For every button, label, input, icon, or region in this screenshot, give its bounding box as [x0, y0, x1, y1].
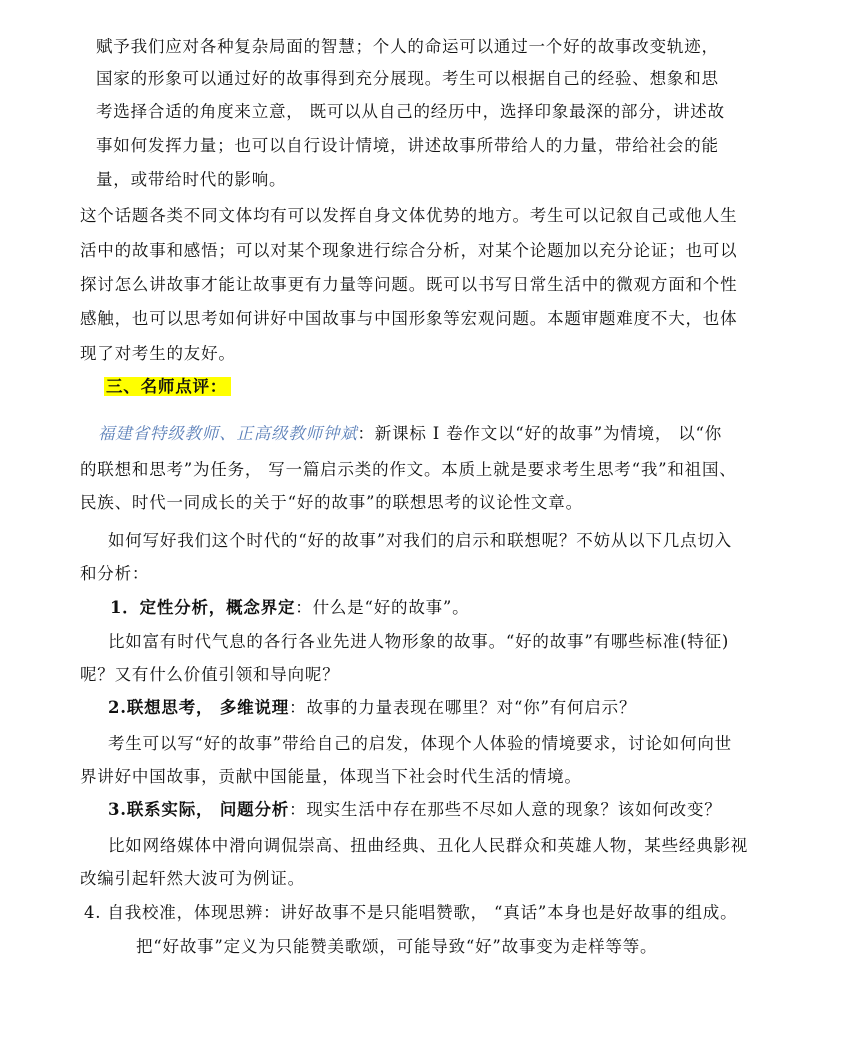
text-line: 4. 自我校准，体现思辨：讲好故事不是只能唱赞歌， “真话”本身也是好故事的组成。 [84, 903, 738, 922]
section-heading [104, 376, 231, 398]
text-line: 比如富有时代气息的各行各业先进人物形象的故事。“好的故事”有哪些标准(特征) [108, 632, 730, 651]
text-line: 界讲好中国故事，贡献中国能量，体现当下社会时代生活的情境。 [80, 767, 582, 786]
text-line: 事如何发挥力量；也可以自行设计情境，讲述故事所带给人的力量，带给社会的能 [96, 136, 719, 155]
point-title: 2.联想思考， 多维说理 [108, 698, 290, 717]
text-line: 的联想和思考”为任务， 写一篇启示类的作文。本质上就是要求考生思考“我”和祖国、 [80, 460, 737, 479]
text-line: 民族、时代一同成长的关于“好的故事”的联想思考的议论性文章。 [80, 493, 583, 512]
text-line: 把“好故事”定义为只能赞美歌颂，可能导致“好”故事变为走样等等。 [136, 937, 658, 956]
point-heading [108, 799, 722, 821]
text-line [98, 423, 722, 445]
text-line: 改编引起轩然大波可为例证。 [80, 869, 305, 888]
highlighted-heading: 三、名师点评： [104, 377, 231, 396]
point-title: 1．定性分析，概念界定 [110, 598, 296, 617]
point-text: ：故事的力量表现在哪里？对“你”有何启示？ [289, 698, 637, 717]
text-line: 如何写好我们这个时代的“好的故事”对我们的启示和联想呢？不妨从以下几点切入 [108, 531, 732, 550]
point-text: ：什么是“好的故事”。 [295, 598, 470, 617]
point-heading [110, 597, 469, 619]
text-span: ：新课标 I 卷作文以“好的故事”为情境， 以“你 [357, 424, 723, 443]
text-line: 感触，也可以思考如何讲好中国故事与中国形象等宏观问题。本题审题难度不大，也体 [80, 309, 738, 328]
text-line: 探讨怎么讲故事才能让故事更有力量等问题。既可以书写日常生活中的微观方面和个性 [80, 275, 738, 294]
text-line: 国家的形象可以通过好的故事得到充分展现。考生可以根据自己的经验、想象和思 [96, 69, 719, 88]
text-line: 量，或带给时代的影响。 [96, 170, 287, 189]
text-line: 考选择合适的角度来立意， 既可以从自己的经历中，选择印象最深的部分，讲述故 [96, 102, 725, 121]
text-line: 和分析： [80, 564, 150, 583]
text-line: 考生可以写“好的故事”带给自己的启发，体现个人体验的情境要求，讨论如何向世 [108, 734, 732, 753]
reviewer-name: 福建省特级教师、正高级教师钟斌 [98, 424, 358, 443]
text-line: 呢？又有什么价值引领和导向呢？ [80, 665, 340, 684]
text-line: 这个话题各类不同文体均有可以发挥自身文体优势的地方。考生可以记叙自己或他人生 [80, 206, 738, 225]
point-heading [108, 697, 636, 719]
text-line: 现了对考生的友好。 [80, 344, 236, 363]
text-line: 活中的故事和感悟；可以对某个现象进行综合分析，对某个论题加以充分论证；也可以 [80, 241, 738, 260]
text-line: 赋予我们应对各种复杂局面的智慧；个人的命运可以通过一个好的故事改变轨迹， [96, 37, 719, 56]
point-text: ：现实生活中存在那些不尽如人意的现象？该如何改变？ [289, 800, 722, 819]
text-line: 比如网络媒体中滑向调侃崇高、扭曲经典、丑化人民群众和英雄人物，某些经典影视 [108, 836, 749, 855]
point-title: 3.联系实际， 问题分析 [108, 800, 290, 819]
